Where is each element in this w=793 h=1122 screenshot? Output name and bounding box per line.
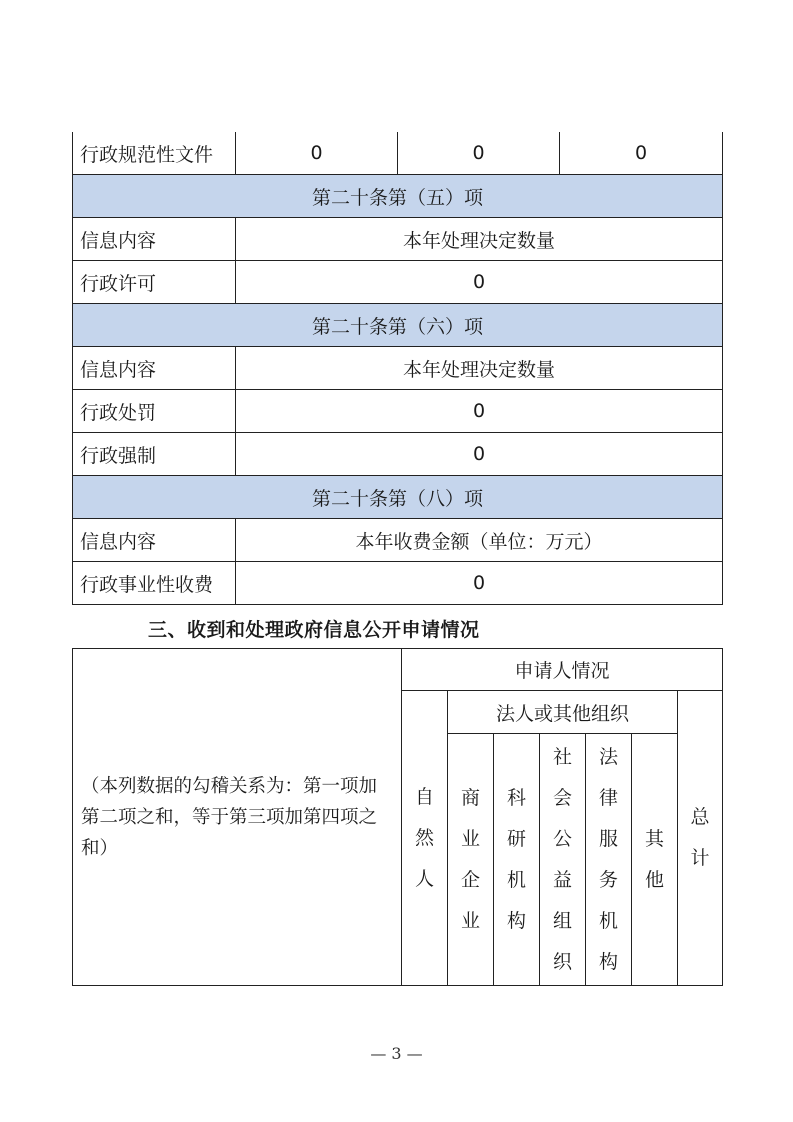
other-header: 其 他 xyxy=(632,734,678,986)
row-value: 0 xyxy=(236,390,723,433)
table-row xyxy=(73,218,723,261)
table-row xyxy=(73,304,723,347)
row-label: 行政许可 xyxy=(73,261,236,304)
applicant-header: 申请人情况 xyxy=(402,649,723,691)
total-header: 总 计 xyxy=(678,691,723,986)
table-row xyxy=(73,261,723,304)
row-value: 0 xyxy=(560,132,723,175)
row-value: 本年处理决定数量 xyxy=(236,218,723,261)
row-label: 信息内容 xyxy=(73,218,236,261)
section-title: 三、收到和处理政府信息公开申请情况 xyxy=(148,619,480,641)
table-row xyxy=(73,132,723,175)
research-header: 科 研 机 构 xyxy=(494,734,540,986)
social-welfare-header: 社 会 公 益 组 织 xyxy=(540,734,586,986)
table-row xyxy=(73,433,723,476)
row-label: 行政处罚 xyxy=(73,390,236,433)
section-header: 第二十条第（六）项 xyxy=(73,304,723,347)
row-value: 本年收费金额（单位：万元） xyxy=(236,519,723,562)
table-row xyxy=(73,175,723,218)
row-label: 行政事业性收费 xyxy=(73,562,236,605)
table-row xyxy=(73,347,723,390)
applications-table xyxy=(72,648,723,986)
disclosure-stats-table xyxy=(72,132,723,605)
table-row xyxy=(73,519,723,562)
table-row xyxy=(73,476,723,519)
section-header: 第二十条第（八）项 xyxy=(73,476,723,519)
row-value: 本年处理决定数量 xyxy=(236,347,723,390)
legal-service-header: 法 律 服 务 机 构 xyxy=(586,734,632,986)
row-value: 0 xyxy=(398,132,560,175)
row-label: 行政规范性文件 xyxy=(73,132,236,175)
row-label: 信息内容 xyxy=(73,347,236,390)
table-row xyxy=(73,390,723,433)
page-number: — 3 — xyxy=(370,1044,423,1063)
natural-person-header: 自 然 人 xyxy=(402,691,448,986)
row-label: 信息内容 xyxy=(73,519,236,562)
row-value: 0 xyxy=(236,261,723,304)
business-header: 商 业 企 业 xyxy=(448,734,494,986)
legal-entity-header: 法人或其他组织 xyxy=(448,691,678,734)
row-value: 0 xyxy=(236,132,398,175)
row-label: 行政强制 xyxy=(73,433,236,476)
row-value: 0 xyxy=(236,562,723,605)
section-header: 第二十条第（五）项 xyxy=(73,175,723,218)
row-value: 0 xyxy=(236,433,723,476)
table-row xyxy=(73,562,723,605)
relationship-note: （本列数据的勾稽关系为：第一项加第二项之和，等于第三项加第四项之和） xyxy=(73,649,402,986)
